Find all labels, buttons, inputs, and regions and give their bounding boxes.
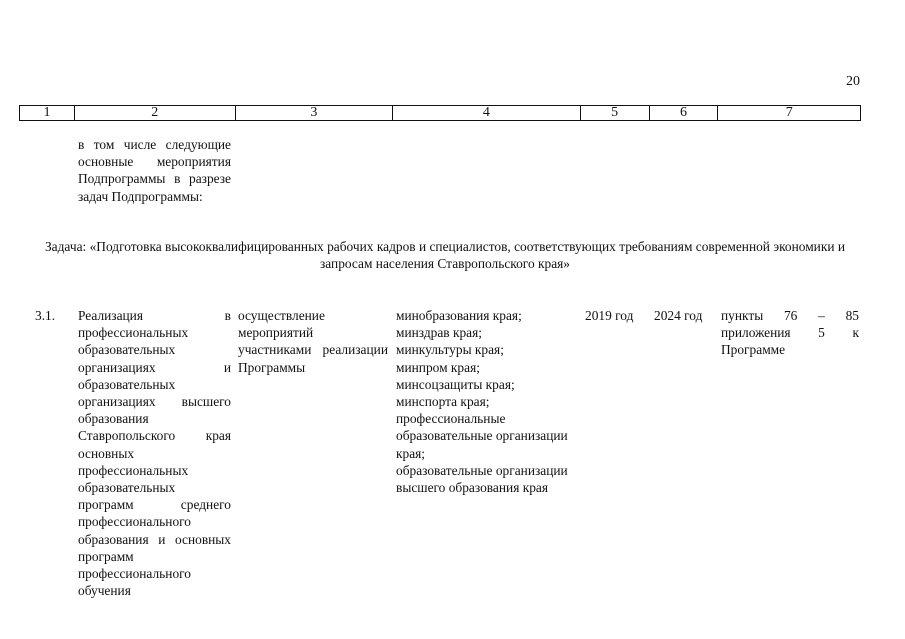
row-number: 3.1.	[35, 308, 56, 323]
header-col-1: 1	[20, 106, 75, 120]
executor-item: минпром края;	[396, 359, 480, 375]
task-heading: Задача: «Подготовка высококвалифицированных рабочих кадров и специалистов, соответствующих требованиям современной экономики и запросам населения Ставропольского края»	[44, 239, 846, 272]
executor-item: минобразования края;	[396, 308, 522, 323]
row-type: осуществление мероприятий участниками реализации Программы	[238, 308, 388, 375]
executor-item: минспорта края;	[396, 394, 490, 410]
header-col-3: 3	[236, 106, 394, 120]
header-col-4: 4	[393, 106, 581, 120]
header-col-5: 5	[581, 106, 650, 120]
executor-item: профессиональные образовательные организации края;	[396, 411, 568, 461]
row-name: Реализация в профессиональных образовательных организациях и образовательных организациях высшего образования Ставропольского края основных профессиональных образовательных программ среднего профессионального образования и основных программ профессионального обучения	[78, 308, 231, 599]
executor-item: минздрав края;	[396, 325, 482, 341]
row-link: пункты 76 – 85 приложения 5 к Программе	[721, 308, 859, 358]
intro-text: в том числе следующие основные мероприятия Подпрограммы в разрезе задач Подпрограммы:	[78, 137, 231, 204]
executor-item: минкультуры края;	[396, 342, 504, 358]
header-col-2: 2	[75, 106, 236, 120]
header-col-7: 7	[785, 105, 793, 120]
row-start-year: 2019 год	[585, 308, 634, 323]
row-executors	[396, 307, 574, 496]
header-col-6: 6	[650, 106, 719, 120]
page-number: 20	[846, 74, 860, 89]
row-end-year: 2024 год	[654, 308, 703, 323]
executor-item: образовательные организации высшего образования края	[396, 462, 568, 496]
executor-item: минсоцзащиты края;	[396, 376, 515, 392]
table-header-row	[19, 105, 861, 121]
